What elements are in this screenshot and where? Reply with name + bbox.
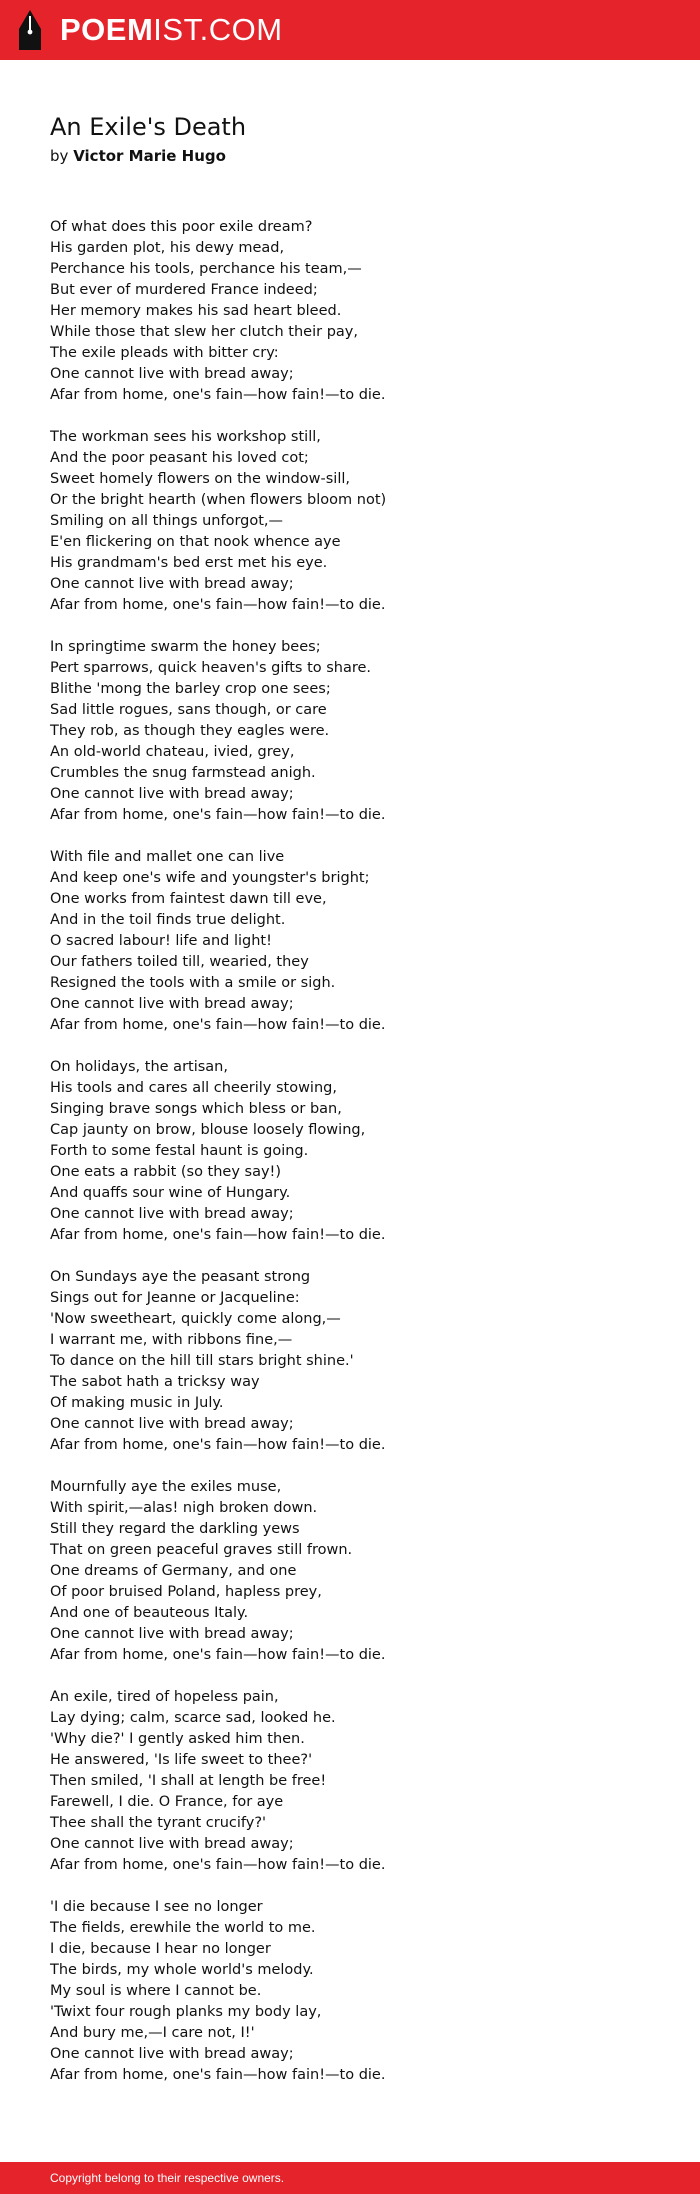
poem-line: Resigned the tools with a smile or sigh. [50,975,336,991]
poem-line: One eats a rabbit (so they say!) [50,1164,282,1180]
poem-line: 'Now sweetheart, quickly come along,— [50,1311,341,1327]
poem-line: Sweet homely flowers on the window-sill, [50,471,351,487]
poem-line: Then smiled, 'I shall at length be free! [50,1773,327,1789]
poem-line: Afar from home, one's fain—how fain!—to die. [50,2067,386,2083]
poem-stanza [50,847,650,1036]
poem-line: Our fathers toiled till, wearied, they [50,954,309,970]
logo-text-thin: IST.COM [153,12,283,47]
poem-line: And keep one's wife and youngster's bright; [50,870,370,886]
site-footer [0,2162,700,2194]
site-logo-link[interactable] [16,8,283,52]
poem-line: In springtime swarm the honey bees; [50,639,321,655]
poem-line: With spirit,—alas! nigh broken down. [50,1500,318,1516]
poem-line: 'I die because I see no longer [50,1899,263,1915]
poem-line: One cannot live with bread away; [50,366,294,382]
poem-line: They rob, as though they eagles were. [50,723,330,739]
poem-line: The birds, my whole world's melody. [50,1962,314,1978]
poem-line: On holidays, the artisan, [50,1059,228,1075]
poem-stanza [50,427,650,616]
poem-line: One dreams of Germany, and one [50,1563,297,1579]
poem-line: Lay dying; calm, scarce sad, looked he. [50,1710,336,1726]
poem-line: My soul is where I cannot be. [50,1983,262,1999]
footer-copyright: Copyright belong to their respective owners. [50,2171,285,2185]
poem-line: The exile pleads with bitter cry: [50,345,279,361]
poem-line: I die, because I hear no longer [50,1941,271,1957]
poem-line: His grandmam's bed erst met his eye. [50,555,328,571]
poem-line: Smiling on all things unforgot,— [50,513,284,529]
poem-line: One cannot live with bread away; [50,1206,294,1222]
poem-stanza [50,1687,650,1876]
poem-line: Her memory makes his sad heart bleed. [50,303,342,319]
poem-title: An Exile's Death [50,113,247,141]
poem-line: An exile, tired of hopeless pain, [50,1689,279,1705]
poem-line: One cannot live with bread away; [50,576,294,592]
poem-stanza [50,1897,650,2086]
poem-line: And in the toil finds true delight. [50,912,286,928]
poem-line: Afar from home, one's fain—how fain!—to die. [50,1647,386,1663]
poem-line: While those that slew her clutch their pay, [50,324,358,340]
poem-stanza [50,217,650,406]
poem-line: One cannot live with bread away; [50,786,294,802]
poem-line: And quaffs sour wine of Hungary. [50,1185,291,1201]
poem-line: One cannot live with bread away; [50,1416,294,1432]
poem-line: Cap jaunty on brow, blouse loosely flowing, [50,1122,366,1138]
poem-line: One cannot live with bread away; [50,2046,294,2062]
poem-line: And the poor peasant his loved cot; [50,450,309,466]
poem-line: Crumbles the snug farmstead anigh. [50,765,316,781]
poem-line: Still they regard the darkling yews [50,1521,300,1537]
poem-line: Afar from home, one's fain—how fain!—to die. [50,597,386,613]
poem-line: E'en flickering on that nook whence aye [50,534,341,550]
poem-line: Afar from home, one's fain—how fain!—to die. [50,1017,386,1033]
poem-line: Afar from home, one's fain—how fain!—to die. [50,1437,386,1453]
poem-line: One works from faintest dawn till eve, [50,891,327,907]
poem-line: Pert sparrows, quick heaven's gifts to share. [50,660,372,676]
poem-line: And bury me,—I care not, I!' [50,2025,255,2041]
poem-line: Singing brave songs which bless or ban, [50,1101,342,1117]
poem-line: Mournfully aye the exiles muse, [50,1479,282,1495]
poem-line: Thee shall the tyrant crucify?' [50,1815,267,1831]
poem-line: Afar from home, one's fain—how fain!—to die. [50,387,386,403]
poem-line: O sacred labour! life and light! [50,933,272,949]
poem-byline [50,146,650,166]
poem-line: Afar from home, one's fain—how fain!—to die. [50,1227,386,1243]
poem-line: Or the bright hearth (when flowers bloom not) [50,492,387,508]
poem-line: His garden plot, his dewy mead, [50,240,285,256]
poem-line: On Sundays aye the peasant strong [50,1269,311,1285]
poem-line: Of poor bruised Poland, hapless prey, [50,1584,322,1600]
poem-author: Victor Marie Hugo [73,147,226,165]
poem-stanza [50,637,650,826]
site-logo-text [60,8,283,52]
poem-line: Of what does this poor exile dream? [50,219,313,235]
poem-line: I warrant me, with ribbons fine,— [50,1332,293,1348]
poem-stanza [50,1057,650,1246]
poem-line: One cannot live with bread away; [50,1626,294,1642]
site-header [0,0,700,60]
poem-line: But ever of murdered France indeed; [50,282,318,298]
poem-stanza [50,1267,650,1456]
poem-line: Sad little rogues, sans though, or care [50,702,327,718]
poem-heading [50,112,650,166]
poem-line: He answered, 'Is life sweet to thee?' [50,1752,313,1768]
poem-line: His tools and cares all cheerily stowing, [50,1080,337,1096]
poem-line: The sabot hath a tricksy way [50,1374,260,1390]
poem-stanza [50,1477,650,1666]
poem-line: To dance on the hill till stars bright shine.' [50,1353,354,1369]
by-label: by [50,147,69,165]
poem-line: Farewell, I die. O France, for aye [50,1794,284,1810]
poem-line: And one of beauteous Italy. [50,1605,249,1621]
poem-line: One cannot live with bread away; [50,996,294,1012]
poem-line: Forth to some festal haunt is going. [50,1143,309,1159]
poem-body [50,217,650,2107]
poem-line: Afar from home, one's fain—how fain!—to die. [50,1857,386,1873]
poem-line: Blithe 'mong the barley crop one sees; [50,681,331,697]
poem-line: With file and mallet one can live [50,849,285,865]
poem-line: One cannot live with bread away; [50,1836,294,1852]
poem-line: That on green peaceful graves still frown. [50,1542,353,1558]
poem-line: 'Why die?' I gently asked him then. [50,1731,305,1747]
poem-line: Afar from home, one's fain—how fain!—to die. [50,807,386,823]
pen-nib-icon [16,8,44,52]
poem-line: 'Twixt four rough planks my body lay, [50,2004,322,2020]
logo-text-bold: POEM [60,12,154,47]
poem-line: Sings out for Jeanne or Jacqueline: [50,1290,300,1306]
poem-line: The workman sees his workshop still, [50,429,321,445]
poem-line: An old-world chateau, ivied, grey, [50,744,295,760]
poem-line: Perchance his tools, perchance his team,— [50,261,362,277]
poem-line: The fields, erewhile the world to me. [50,1920,316,1936]
poem-line: Of making music in July. [50,1395,224,1411]
